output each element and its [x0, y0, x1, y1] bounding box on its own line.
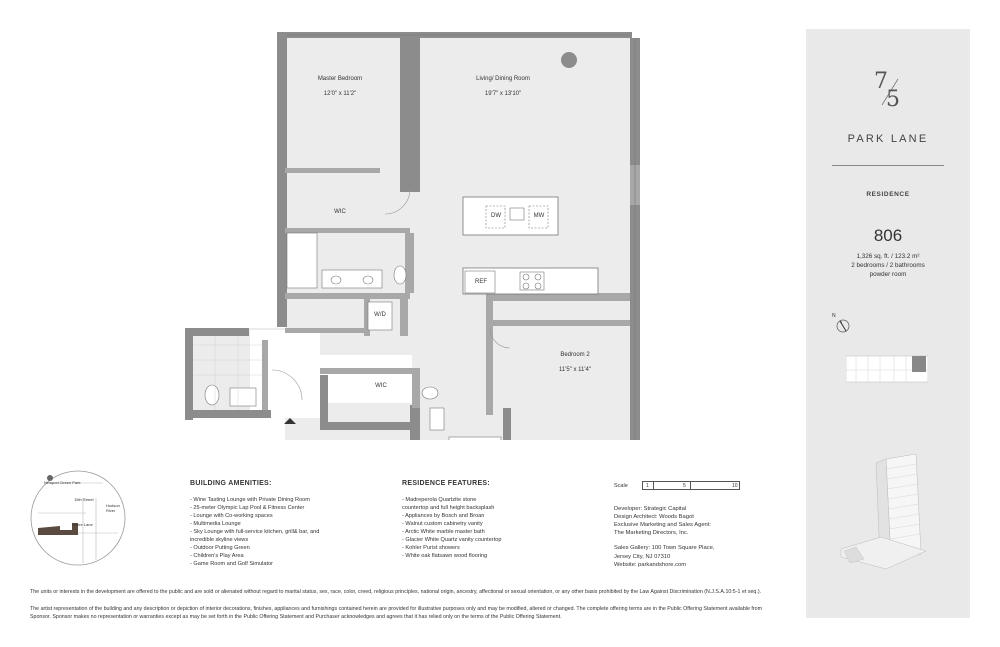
- feature-item: - Kohler Purist showers: [402, 544, 460, 551]
- amenity-item: - 25-meter Olympic Lap Pool & Fitness Center: [190, 504, 305, 511]
- brand-logo: 7 5: [874, 69, 900, 112]
- feature-item: - Arctic White marble master bath: [402, 528, 485, 535]
- amenity-item: - Children's Play Area: [190, 552, 244, 559]
- features-title: RESIDENCE FEATURES:: [402, 480, 491, 487]
- feature-item: - Appliances by Bosch and Broan: [402, 512, 485, 519]
- disclaimer-p2: The artist representation of the building and any description or depiction of interior decorations, finishes, appliances and furnishings contained herein are provided for illustrative purposes only and may be modified, altered or changed. The complete offering terms are in the Public Offering Statement available from Sponsor. Sponsor makes no representation or warranties except as may be set forth in the Public Offering Statement and Purchaser acknowledges and agrees that it has relied only on the terms of the Public Offering Statement.: [30, 606, 762, 620]
- wic-label: WIC: [334, 209, 346, 215]
- scale-tick-1: 1: [646, 483, 649, 489]
- floor-plan: [180, 25, 650, 440]
- compass-north-label: N: [832, 313, 836, 319]
- unit-number: 806: [873, 226, 903, 245]
- developer-line: Developer: Strategic Capital: [614, 506, 687, 512]
- disclaimer-p1: The units or interests in the development are offered to the public and are sold or alienated without regard to marital status, sex, race, color, creed, religious principles, national origin, ancestry, affectional or sexual orientation, or any other basis prohibited by the Law Against Discrimination (N.J.S.A.10:5-1 et seq.).: [30, 589, 762, 595]
- building-render: [836, 449, 946, 574]
- feature-item: - Glacier White Quartz vanity countertop: [402, 536, 502, 543]
- map-river-label: Hudson River: [106, 503, 120, 513]
- amenity-item: - Wine Tasting Lounge with Private Dining Room: [190, 497, 310, 503]
- scale-label: Scale: [614, 483, 628, 489]
- agent-line: Exclusive Marketing and Sales Agent:: [614, 522, 711, 529]
- unit-powder: powder room: [869, 271, 907, 278]
- city-line: Jersey City, NJ 07310: [614, 553, 671, 560]
- unit-sidebar: [806, 29, 970, 618]
- amenity-item: - Sky Lounge with full-service kitchen, grill& bar, and incredible skyline views: [190, 528, 320, 543]
- microwave-label: MW: [533, 213, 545, 219]
- map-street-label: 15th Street: [74, 497, 94, 502]
- agent-name-line: The Marketing Directors, Inc.: [614, 530, 689, 537]
- feature-item: - White oak flatsawn wood flooring: [402, 552, 488, 559]
- scale-bar: [642, 481, 740, 490]
- developer-info: [614, 505, 714, 569]
- amenity-item: - Multimedia Lounge: [190, 520, 241, 527]
- amenities-title: BUILDING AMENITIES:: [190, 480, 272, 487]
- feature-item: - Madreperola Quartzite stone countertop and full height backsplash: [402, 497, 495, 511]
- amenity-item: - Game Room and Golf Simulator: [190, 560, 274, 567]
- key-plan: [846, 354, 928, 386]
- bedroom2-label: Bedroom 2 11'5" x 11'4": [558, 351, 591, 373]
- wic-label-2: WIC: [375, 383, 387, 389]
- architect-line: Design Architect: Woods Bagot: [614, 514, 694, 521]
- refrigerator-label: REF: [475, 279, 487, 285]
- column: [561, 52, 577, 68]
- website-line: Website: parkandshore.com: [614, 561, 687, 568]
- amenities-list: [190, 497, 380, 568]
- feature-item: - Walnut custom cabinetry vanity: [402, 520, 483, 527]
- map-park-label: Newport Green Park: [44, 480, 81, 485]
- scale-tick-5: 5: [683, 483, 686, 489]
- unit-bedrooms: 2 bedrooms / 2 bathrooms: [851, 262, 925, 269]
- amenity-item: - Outdoor Putting Green: [190, 544, 250, 551]
- washer-dryer-label: W/D: [374, 312, 386, 318]
- dishwasher-label: DW: [491, 213, 501, 219]
- amenity-item: - Lounge with Co-working spaces: [190, 512, 273, 519]
- map-lane-label: Shore Lane: [72, 522, 93, 527]
- features-list: [402, 497, 592, 561]
- master-bedroom-label: Master Bedroom 12'0" x 11'2": [317, 75, 363, 97]
- gallery-line: Sales Gallery: 100 Town Square Place,: [614, 545, 715, 552]
- brand-name: PARK LANE: [847, 133, 929, 145]
- residence-label: RESIDENCE: [866, 191, 910, 198]
- living-dining-label: Living/ Dining Room 19'7" x 13'10": [476, 75, 530, 97]
- unit-area: 1,326 sq. ft. / 123.2 m²: [856, 253, 920, 260]
- scale-tick-10: 10: [732, 483, 738, 489]
